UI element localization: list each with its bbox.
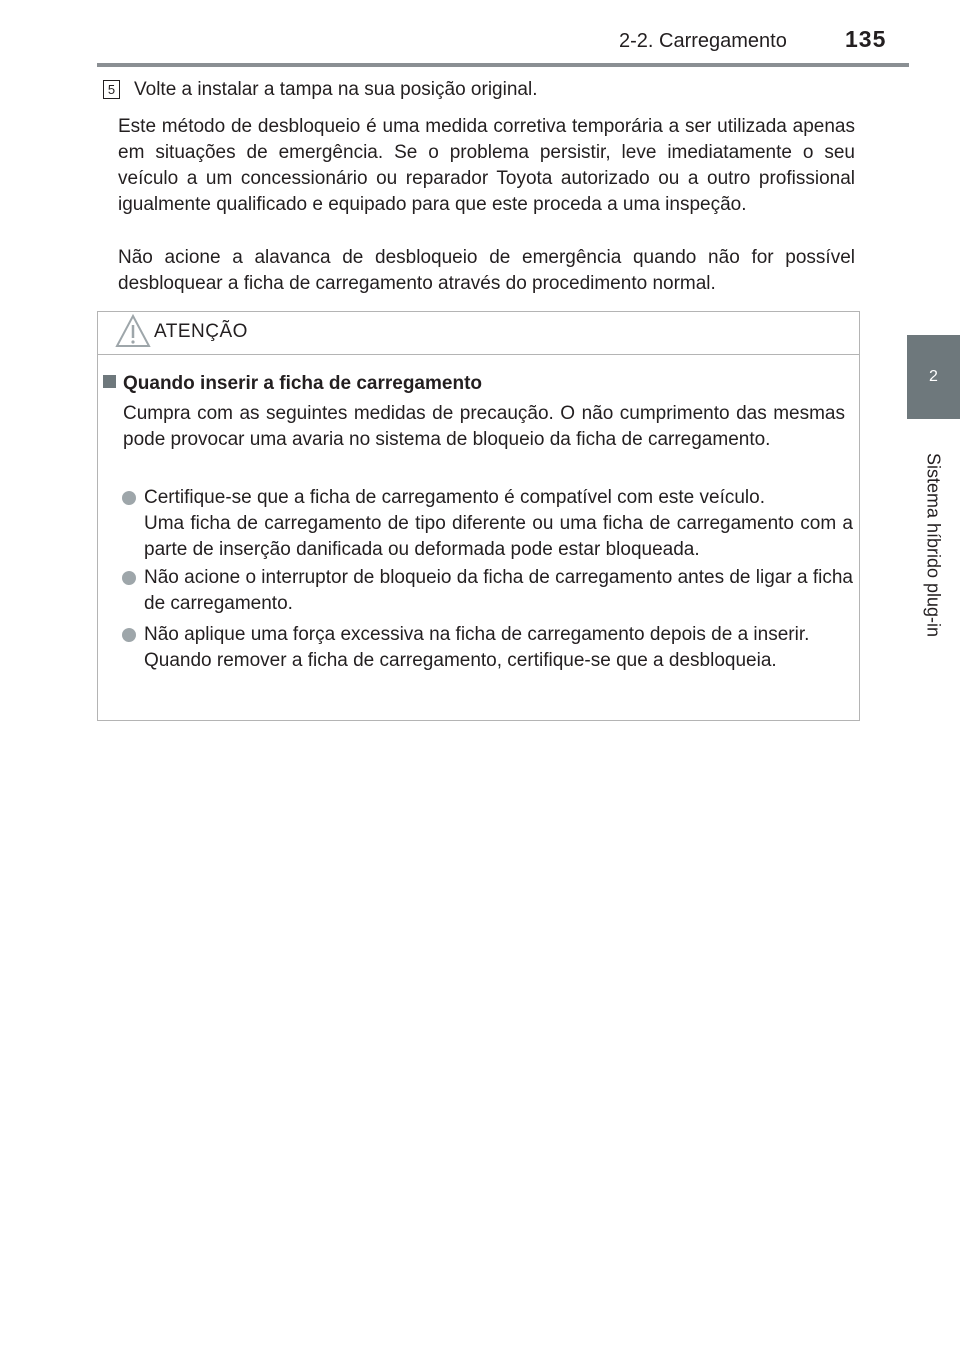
warning-bullet: [122, 565, 853, 617]
step-text: Volte a instalar a tampa na sua posição original.: [134, 79, 538, 100]
body-paragraph-2: Não acione a alavanca de desbloqueio de emergência quando não for possível desbloquear a ficha de carregamento através do procedimento normal.: [118, 247, 855, 294]
bullet-text: Não aplique uma força excessiva na ficha de carregamento depois de a inserir.: [144, 624, 810, 645]
warning-subtitle-text: Quando inserir a ficha de carregamento: [123, 373, 482, 394]
warning-title: ATENÇÃO: [154, 321, 248, 342]
warning-triangle-icon: [115, 314, 151, 353]
warning-intro: Cumpra com as seguintes medidas de precaução. O não cumprimento das mesmas pode provocar uma avaria no sistema de bloqueio da ficha de carregamento.: [123, 403, 845, 450]
bullet-text: Certifique-se que a ficha de carregamento é compatível com este veículo.: [144, 487, 765, 508]
header-rule: [97, 63, 909, 67]
bullet-text: Uma ficha de carregamento de tipo diferente ou uma ficha de carregamento com a parte de inserção danificada ou deformada pode estar bloqueada.: [144, 513, 853, 560]
chapter-tab-number: 2: [929, 368, 938, 385]
bullet-dot-icon: [122, 571, 136, 585]
warning-header: [98, 312, 859, 355]
bullet-dot-icon: [122, 628, 136, 642]
square-bullet-icon: [103, 375, 116, 388]
bullet-text: Quando remover a ficha de carregamento, certifique-se que a desbloqueia.: [144, 650, 777, 671]
bullet-dot-icon: [122, 491, 136, 505]
warning-bullet: [122, 622, 853, 674]
chapter-tab-label: Sistema híbrido plug-in: [923, 452, 944, 638]
header-section-title: 2-2. Carregamento: [619, 30, 787, 52]
warning-bullet: [122, 485, 853, 563]
warning-box: [97, 311, 860, 721]
bullet-text: Não acione o interruptor de bloqueio da ficha de carregamento antes de ligar a ficha de carregamento.: [144, 567, 853, 614]
body-paragraph-1: Este método de desbloqueio é uma medida corretiva temporária a ser utilizada apenas em situações de emergência. Se o problema persistir, leve imediatamente o seu veículo a um concessionário ou reparador Toyota autorizado ou a outro profissional igualmente qualificado e equipado para que este proceda a uma inspeção.: [118, 116, 855, 215]
page-number: 135: [845, 26, 887, 52]
warning-subtitle: [103, 373, 482, 395]
step-number-box: 5: [103, 80, 120, 99]
